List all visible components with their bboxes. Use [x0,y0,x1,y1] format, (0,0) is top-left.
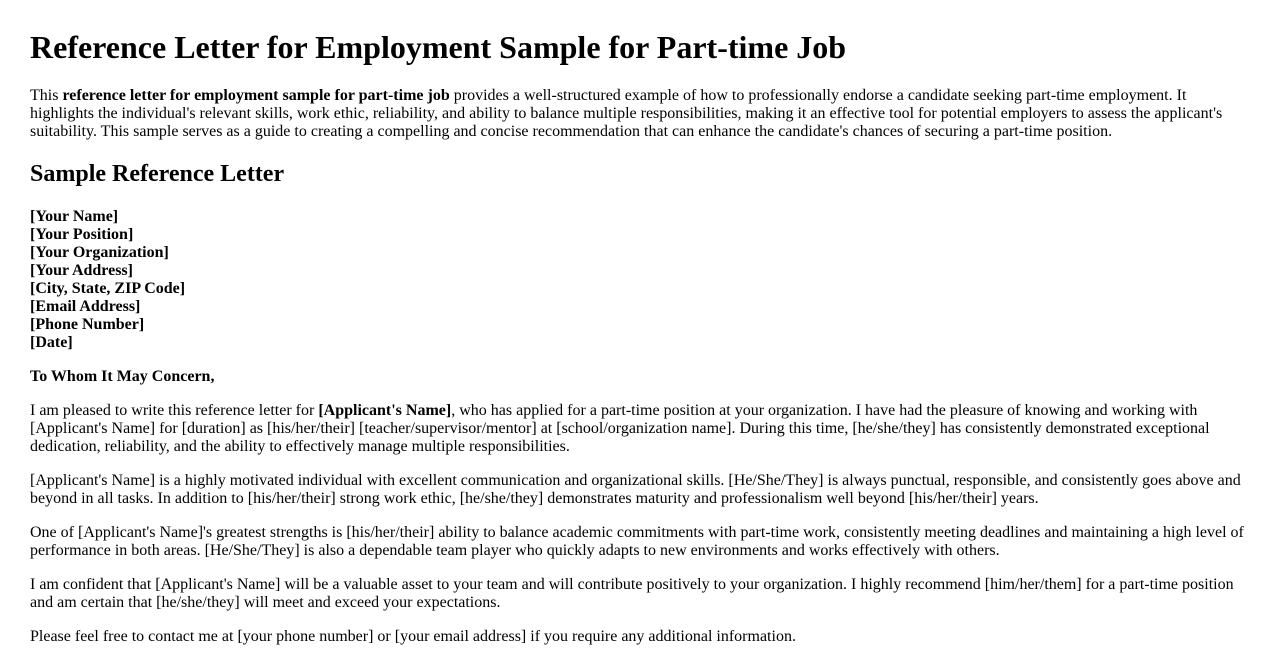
letter-paragraph-5: Please feel free to contact me at [your phone number] or [your email address] if you require any additional information. [30,628,796,645]
intro-paragraph: This reference letter for employment sample for part-time job provides a well-structured example of how to professionally endorse a candidate seeking part-time employment. It highlights the individual's relevant skills, work ethic, reliability, and ability to balance multiple responsibilities, making it an effective tool for potential employers to assess the applicant's suitability. This sample serves as a guide to creating a compelling and concise recommendation that can enhance the candidate's chances of securing a part-time position. [30,87,1223,140]
letter-paragraph-2: [Applicant's Name] is a highly motivated individual with excellent communication and organizational skills. [He/She/They] is always punctual, responsible, and consistently goes above and beyond in all tasks. In addition to [his/her/their] strong work ethic, [he/she/they] demonstrates maturity and professionalism well beyond [his/her/their] years. [30,472,1241,507]
salutation [30,368,1248,386]
page-title: Reference Letter for Employment Sample for Part-time Job [30,29,847,65]
salutation-text: To Whom It May Concern, [30,368,215,385]
letter-paragraph-1: I am pleased to write this reference letter for [Applicant's Name], who has applied for a part-time position at your organization. I have had the pleasure of knowing and working with [Applicant's Name] for [duration] as [his/her/their] [teacher/supervisor/mentor] at [school/organization name]. During this time, [he/she/they] has consistently demonstrated exceptional dedication, reliability, and the ability to effectively manage multiple responsibilities. [30,402,1210,455]
letter-paragraph-4: I am confident that [Applicant's Name] will be a valuable asset to your team and will contribute positively to your organization. I highly recommend [him/her/them] for a part-time position and am certain that [he/she/they] will meet and exceed your expectations. [30,576,1234,611]
sender-info-block [30,208,1248,352]
sender-info-lines: [Your Name] [Your Position] [Your Organization] [Your Address] [City, State, ZIP Code] [Email Address] [Phone Number] [Date] [30,208,186,351]
letter-paragraph-3: One of [Applicant's Name]'s greatest strengths is [his/her/their] ability to balance academic commitments with part-time work, consistently meeting deadlines and maintaining a high level of performance in both areas. [He/She/They] is also a dependable team player who quickly adapts to new environments and works effectively with others. [30,524,1244,559]
section-heading: Sample Reference Letter [30,161,285,187]
